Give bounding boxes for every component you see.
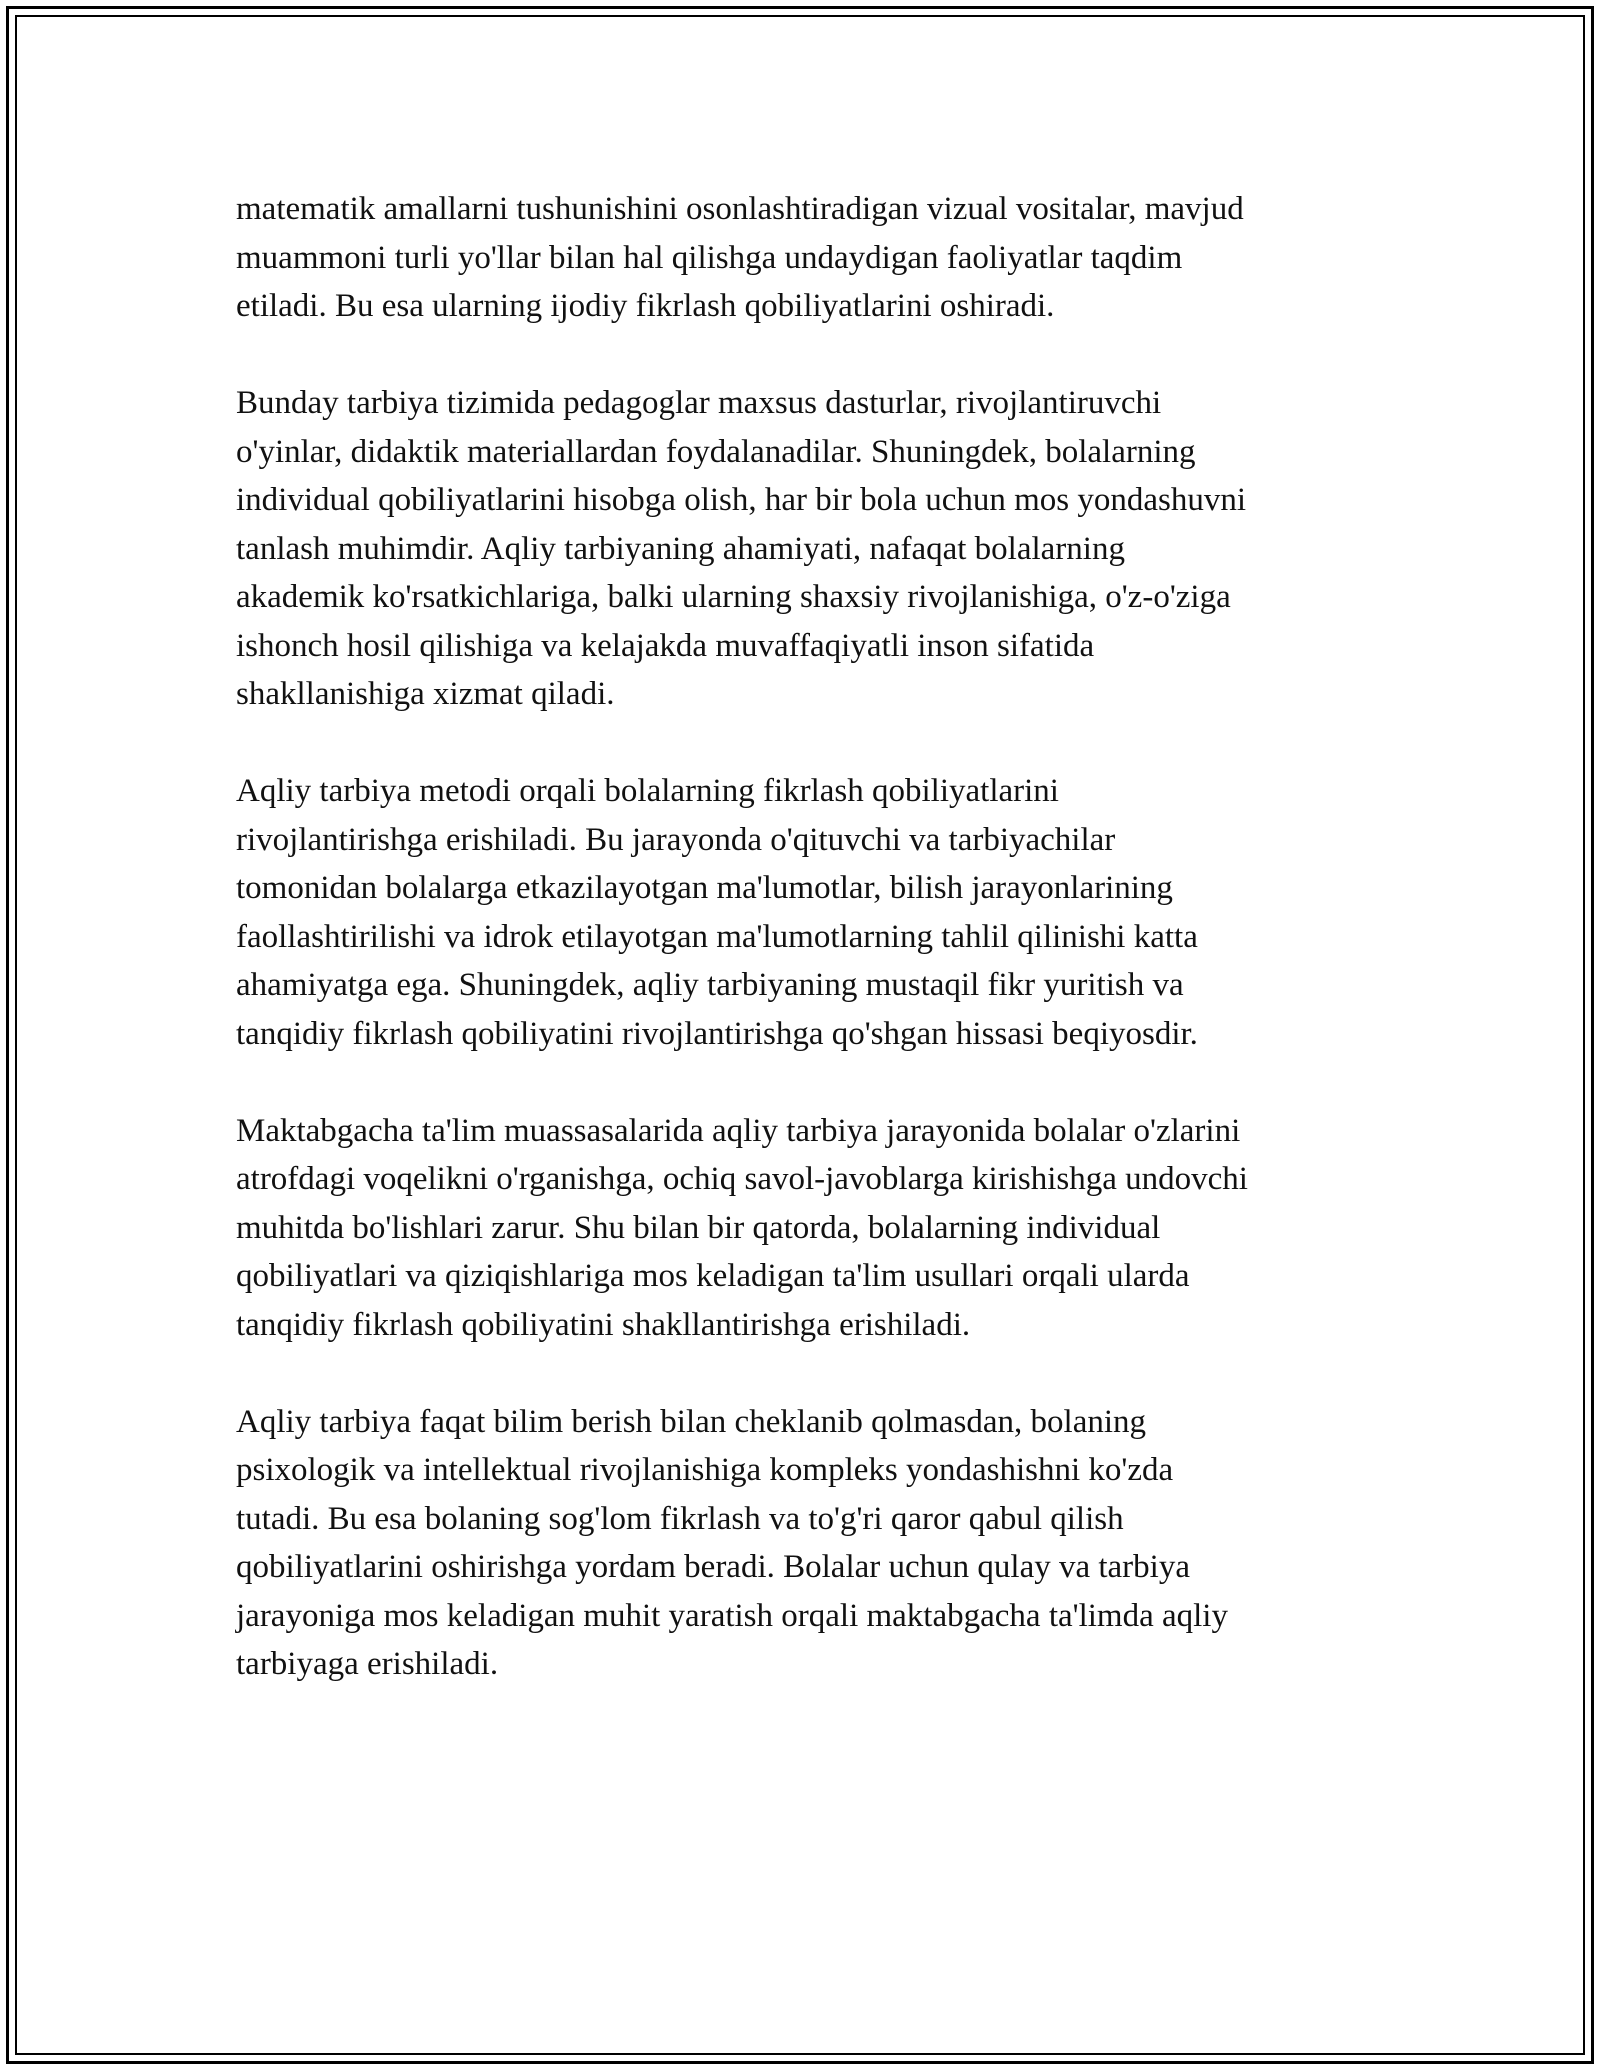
text-line: tutadi. Bu esa bolaning sog'lom fikrlash va to'g'ri qaror qabul qilish — [236, 1500, 1124, 1537]
text-line: muammoni turli yo'llar bilan hal qilishga undaydigan faoliyatlar taqdim — [236, 239, 1183, 276]
text-line: Aqliy tarbiya faqat bilim berish bilan cheklanib qolmasdan, bolaning — [236, 1403, 1147, 1440]
text-line: atrofdagi voqelikni o'rganishga, ochiq savol-javoblarga kirishishga undovchi — [236, 1161, 1248, 1197]
text-line: Bunday tarbiya tizimida pedagoglar maxsus dasturlar, rivojlantiruvchi — [236, 385, 1162, 421]
text-line: o'yinlar, didaktik materiallardan foydalanadilar. Shuningdek, bolalarning — [236, 433, 1196, 470]
text-line: tomonidan bolalarga etkazilayotgan ma'lumotlar, bilish jarayonlarining — [236, 870, 1173, 906]
text-line: qobiliyatlarini oshirishga yordam beradi. Bolalar uchun qulay va tarbiya — [236, 1549, 1190, 1585]
text-line: tanqidiy fikrlash qobiliyatini rivojlantirishga qo'shgan hissasi beqiyosdir. — [236, 1015, 1198, 1052]
text-line: muhitda bo'lishlari zarur. Shu bilan bir qatorda, bolalarning individual — [236, 1209, 1161, 1246]
paragraph-1 — [236, 185, 1396, 331]
text-line: ahamiyatga ega. Shuningdek, aqliy tarbiyaning mustaqil fikr yuritish va — [236, 967, 1184, 1003]
text-line: qobiliyatlari va qiziqishlariga mos keladigan ta'lim usullari orqali ularda — [236, 1258, 1190, 1294]
text-line: tarbiyaga erishiladi. — [236, 1646, 499, 1682]
text-line: psixologik va intellektual rivojlanishiga kompleks yondashishni ko'zda — [236, 1452, 1174, 1488]
paragraph-2 — [236, 379, 1396, 719]
text-line: Maktabgacha ta'lim muassasalarida aqliy tarbiya jarayonida bolalar o'zlarini — [236, 1112, 1241, 1149]
paragraph-5 — [236, 1398, 1396, 1689]
text-line: matematik amallarni tushunishini osonlashtiradigan vizual vositalar, mavjud — [236, 191, 1244, 227]
text-line: shakllanishiga xizmat qiladi. — [236, 676, 615, 712]
text-line: faollashtirilishi va idrok etilayotgan ma'lumotlarning tahlil qilinishi katta — [236, 918, 1198, 955]
text-line: etiladi. Bu esa ularning ijodiy fikrlash qobiliyatlarini oshiradi. — [236, 288, 1055, 324]
text-line: Aqliy tarbiya metodi orqali bolalarning fikrlash qobiliyatlarini — [236, 773, 1059, 809]
text-line: akademik ko'rsatkichlariga, balki ularning shaxsiy rivojlanishiga, o'z-o'ziga — [236, 579, 1231, 615]
text-line: individual qobiliyatlarini hisobga olish, har bir bola uchun mos yondashuvni — [236, 482, 1247, 518]
text-line: ishonch hosil qilishiga va kelajakda muvaffaqiyatli inson sifatida — [236, 627, 1095, 664]
text-line: tanlash muhimdir. Aqliy tarbiyaning ahamiyati, nafaqat bolalarning — [236, 530, 1125, 567]
paragraph-4 — [236, 1107, 1396, 1350]
document-body — [236, 185, 1396, 1737]
text-line: rivojlantirishga erishiladi. Bu jarayonda o'qituvchi va tarbiyachilar — [236, 821, 1116, 858]
paragraph-3 — [236, 767, 1396, 1058]
text-line: tanqidiy fikrlash qobiliyatini shakllantirishga erishiladi. — [236, 1306, 971, 1343]
text-line: jarayoniga mos keladigan muhit yaratish orqali maktabgacha ta'limda aqliy — [236, 1597, 1228, 1634]
